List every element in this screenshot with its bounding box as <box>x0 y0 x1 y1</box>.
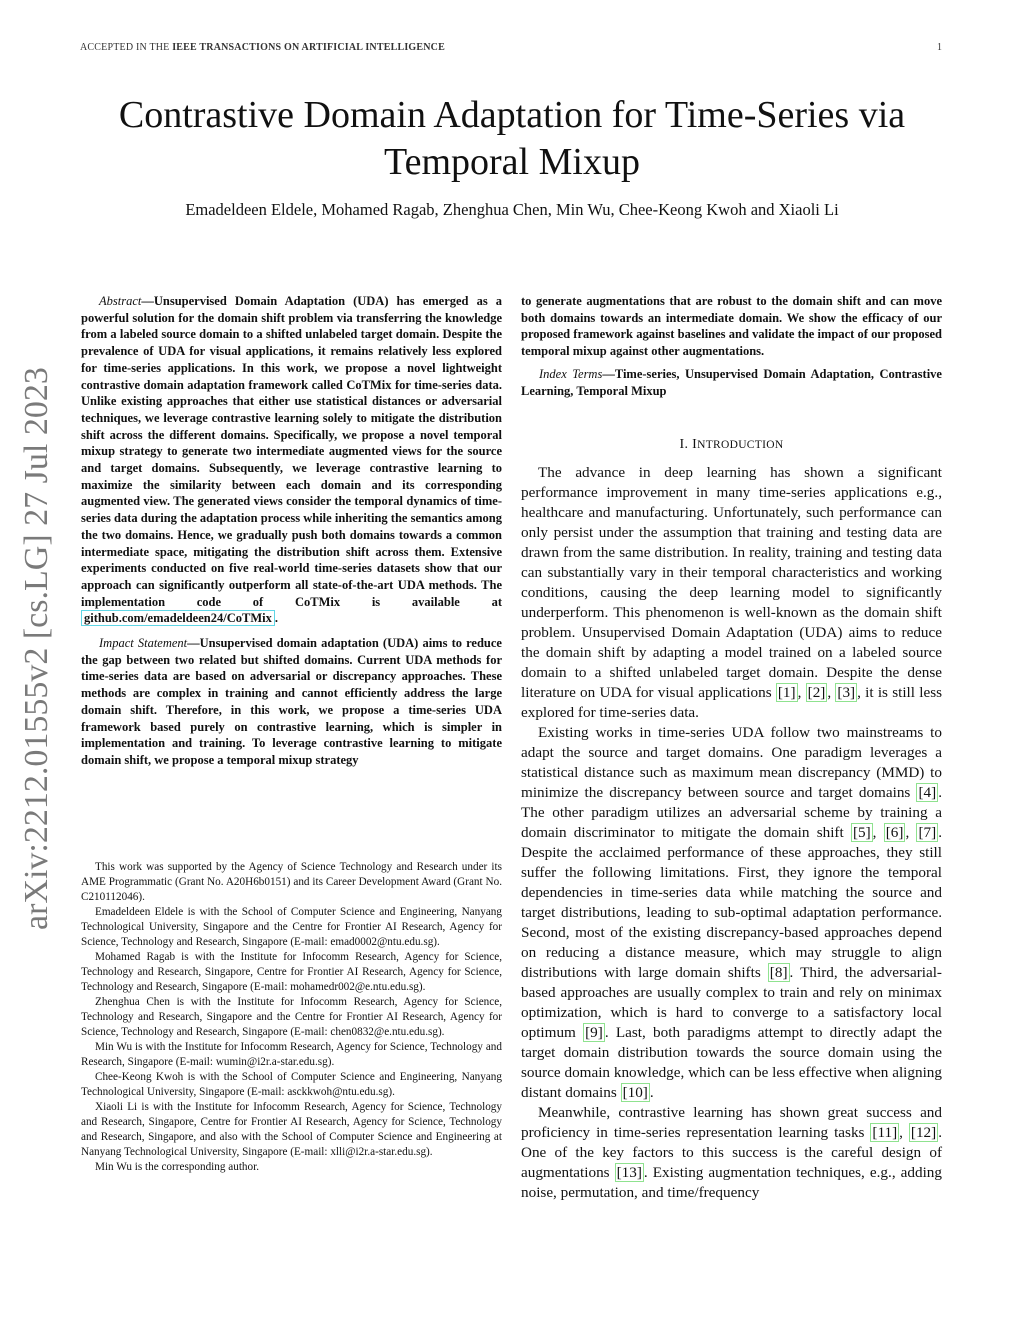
citation-7[interactable]: [7] <box>918 824 937 842</box>
header-journal: IEEE TRANSACTIONS ON ARTIFICIAL INTELLIGENCE <box>172 42 445 53</box>
footnote-funding: This work was supported by the Agency of Science Technology and Research under its AME Programmatic (Grant No. A20H6b0151) and its Career Development Award (Grant No. C210112046). <box>81 861 502 903</box>
section-numeral: I. <box>679 437 689 453</box>
running-header <box>80 42 445 53</box>
footnote-kwoh: Chee-Keong Kwoh is with the School of Computer Science and Engineering, Nanyang Technological University, Singapore (E-mail: asckkwoh@ntu.edu.sg). <box>81 1071 502 1098</box>
impact-statement <box>81 635 502 769</box>
section-heading-rest: NTRODUCTION <box>697 439 784 452</box>
citation-8[interactable]: [8] <box>769 964 788 982</box>
arxiv-stamp: arXiv:2212.01555v2 [cs.LG] 27 Jul 2023 <box>18 367 55 930</box>
author-list: Emadeldeen Eldele, Mohamed Ragab, Zhenghua Chen, Min Wu, Chee-Keong Kwoh and Xiaoli Li <box>185 200 839 219</box>
footnote-corresponding: Min Wu is the corresponding author. <box>95 1161 260 1173</box>
footnote-wu: Min Wu is with the Institute for Infocomm Research, Agency for Science, Technology and Research, Singapore (E-mail: wumin@i2r.a-star.edu.sg). <box>81 1041 502 1068</box>
intro-paragraph-1: The advance in deep learning has shown a significant performance improvement in many time-series applications e.g., healthcare and manufacturing. Unfortunately, such performance can only persist under the assumption that training and testing data are drawn from the same distribution. In reality, training and testing data can substantially vary in their temporal characteristics and working conditions, causing the deep learning model to significantly underperform. This phenomenon is well-known as the domain shift problem. Unsupervised Domain Adaptation (UDA) aims to reduce the domain shift by adapting a model trained on a labeled source domain to a shifted unlabeled target domain. Despite the dense literature on UDA for visual applications [1] , [2] , [3] , it is still less explored for time-series data. <box>521 464 943 722</box>
paper-title: Contrastive Domain Adaptation for Time-Series via Temporal Mixup <box>118 94 906 183</box>
index-terms-text: —Time-series, Unsupervised Domain Adaptation, Contrastive Learning, Temporal Mixup <box>521 366 942 398</box>
abstract-end: . <box>274 611 278 626</box>
right-column <box>521 293 942 1203</box>
impact-text-left: —Unsupervised domain adaptation (UDA) aims to reduce the gap between two related but shifted domains. Current UDA methods for time-series data are based on adversarial or discrepancy approaches. These methods are complex in training and cannot efficiently address the large domain shift. Therefore, in this work, we propose a time-series UDA framework based purely on contrastive learning, which is simpler in implementation and training. To leverage contrastive learning to mitigate domain shift, we propose a temporal mixup strategy <box>81 636 502 767</box>
citation-2[interactable]: [2] <box>807 684 826 702</box>
citation-5[interactable]: [5] <box>852 824 871 842</box>
citation-12[interactable]: [12] <box>910 1124 937 1142</box>
footnote-ragab: Mohamed Ragab is with the Institute for Infocomm Research, Agency for Science, Technology and Research, Singapore, Centre for Frontier AI Research, Agency for Science, Technology and Research, Singapore (E-mail: mohamedr002@e.ntu.edu.sg). <box>81 951 502 993</box>
index-terms-label: Index Terms <box>539 366 603 381</box>
intro-paragraph-2: Existing works in time-series UDA follow two mainstreams to adapt the source and target domains. One paradigm leverages a statistical distance such as maximum mean discrepancy (MMD) to minimize the discrepancy between source and target domains [4] . The other paradigm utilizes an adversarial scheme by training a domain discriminator to mitigate the domain shift [5] , [6] , [7] . Despite the acclaimed performance of these approaches, they still suffer the following limitations. First, they ignore the temporal dependencies in time-series data while matching the source and target distributions, leading to sub-optimal adaptation performance. Second, most of the existing discrepancy-based approaches depend on reducing a distance measure, which may struggle to align distributions with large domain shifts [8] . Third, the adversarial-based approaches are usually complex to train and rely on minimax optimization, which is hard to converge to a satisfactory local optimum [9] . Last, both paradigms attempt to directly adapt the target domain distribution towards the source domain using the source domain knowledge, which can be less effective when aligning distant domains [10] . <box>521 724 942 1102</box>
impact-statement-continued: to generate augmentations that are robust to the domain shift and can move both domains towards an intermediate domain. We show the efficacy of our proposed framework against baselines and validate the impact of our proposed temporal mixup against other augmentations. <box>521 294 942 359</box>
citation-10[interactable]: [10] <box>622 1084 648 1102</box>
abstract-label: Abstract <box>99 294 142 308</box>
intro-paragraph-3: Meanwhile, contrastive learning has shown great success and proficiency in time-series representation learning tasks [11] , [12] . One of the key factors to this success is the careful design of augmentations [13] . Existing augmentation techniques, e.g., adding noise, permutation, and time/frequency <box>521 1104 943 1202</box>
footnote-li: Xiaoli Li is with the Institute for Infocomm Research, Agency for Science, Technology and Research, Singapore, Centre for Frontier AI Research, Agency for Science, Technology and Research, Singapore, and also with the School of Computer Science and Engineering at Nanyang Technological University, Singapore (E-mail: xlli@i2r.a-star.edu.sg). <box>81 1101 502 1158</box>
citation-6[interactable]: [6] <box>885 824 904 842</box>
citation-13[interactable]: [13] <box>616 1164 642 1182</box>
page-number: 1 <box>937 42 942 53</box>
section-heading-initial: I <box>692 437 698 453</box>
citation-4[interactable]: [4] <box>918 784 937 802</box>
citation-3[interactable]: [3] <box>837 684 856 702</box>
footnotes <box>81 860 502 1175</box>
left-column <box>81 293 502 777</box>
citation-11[interactable]: [11] <box>872 1124 898 1142</box>
citation-1[interactable]: [1] <box>777 684 796 702</box>
section-heading-introduction <box>521 437 942 453</box>
footnote-eldele: Emadeldeen Eldele is with the School of Computer Science and Engineering, Nanyang Technological University, Singapore and the Centre for Frontier AI Research, Agency for Science, Technology and Research, Singapore (E-mail: emad0002@ntu.edu.sg). <box>81 906 502 948</box>
index-terms <box>521 366 942 399</box>
abstract <box>81 293 502 627</box>
code-link[interactable]: github.com/emadeldeen24/CoTMix <box>81 610 275 626</box>
header-prefix: ACCEPTED IN THE <box>80 42 170 53</box>
impact-label: Impact Statement <box>99 636 188 651</box>
abstract-text: —Unsupervised Domain Adaptation (UDA) has emerged as a powerful solution for the domain shift problem via transferring the knowledge from a labeled source domain to a shifted unlabeled target domain. Despite the prevalence of UDA for visual applications, it remains relatively less explored for time-series applications. In this work, we propose a novel lightweight contrastive domain adaptation framework called CoTMix for time-series data. Unlike existing approaches that either use statistical distances or adversarial techniques, we leverage contrastive learning solely to mitigate the distribution shift across the different domains. Specifically, we propose a novel temporal mixup strategy to generate two intermediate augmented views for the source and target domains. Subsequently, we leverage contrastive learning to maximize the similarity between each domain and its corresponding augmented view. The generated views consider the temporal dynamics of time-series data during the adaptation process while inheriting the semantics among the two domains. Hence, we gradually push both domains towards a common intermediate space, mitigating the distribution shift across them. Extensive experiments conducted on five real-world time-series datasets show that our approach can significantly outperform all state-of-the-art UDA methods. The implementation code of CoTMix is available at <box>81 294 502 609</box>
footnote-chen: Zhenghua Chen is with the Institute for Infocomm Research, Agency for Science, Technology and Research, Singapore and the Centre for Frontier AI Research, Agency for Science, Technology and Research, Singapore (E-mail: chen0832@e.ntu.edu.sg). <box>81 996 502 1038</box>
citation-9[interactable]: [9] <box>585 1024 603 1042</box>
